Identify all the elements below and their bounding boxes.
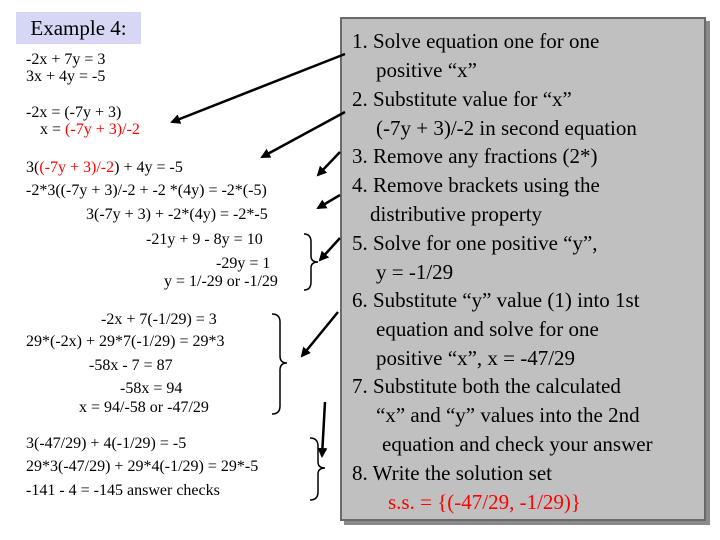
step-1-cont: positive “x” [376,58,477,82]
check-line3: -141 - 4 = -145 answer checks [26,482,220,499]
sub-y-line3: 3(-7y + 3) + -2*(4y) = -2*-5 [86,206,268,223]
solution-set: s.s. = {(-47/29, -1/29)} [388,490,581,514]
sub-y-line6: y = 1/-29 or -1/29 [164,273,278,290]
system-eq1: -2x + 7y = 3 [26,51,106,68]
sub-x-line2: 29*(-2x) + 29*7(-1/29) = 29*3 [26,333,225,350]
step-6-cont: equation and solve for one [376,317,599,341]
sub-y-line1-red: (-7y + 3)/-2 [39,159,115,176]
step-8: 8. Write the solution set [352,461,552,485]
step-6: 6. Substitute “y” value (1) into 1st [352,288,640,312]
example-title: Example 4: [16,12,141,44]
sub-y-line1-b: ) + 4y = -5 [114,159,183,176]
step-1: 1. Solve equation one for one [352,29,600,53]
check-line2: 29*3(-47/29) + 29*4(-1/29) = 29*-5 [26,458,259,475]
arrow-step1 [172,54,345,122]
system-eq2: 3x + 4y = -5 [26,68,106,85]
step-7-cont2: equation and check your answer [382,432,653,456]
step-7-cont: “x” and “y” values into the 2nd [376,403,640,427]
arrow-step3 [318,152,340,175]
step-4-cont: distributive property [370,202,543,226]
arrow-step6 [302,312,338,356]
solve-x-value: (-7y + 3)/-2 [65,121,140,138]
sub-x-line3: -58x - 7 = 87 [89,357,173,374]
step-5-cont: y = -1/29 [376,260,454,284]
check-line1: 3(-47/29) + 4(-1/29) = -5 [26,435,187,452]
sub-y-line2: -2*3((-7y + 3)/-2 + -2 *(4y) = -2*(-5) [26,182,267,199]
arrow-step2 [262,112,345,157]
sub-y-line5: -29y = 1 [216,255,271,272]
step-2: 2. Substitute value for “x” [352,87,572,111]
sub-y-line1-a: 3( [26,159,40,176]
sub-x-line4: -58x = 94 [120,380,183,397]
solve-x-prefix: x = [40,121,66,138]
sub-x-line5: x = 94/-58 or -47/29 [79,399,209,416]
arrow-step7 [322,402,325,456]
solve-x-line1: -2x = (-7y + 3) [26,104,122,121]
arrow-step4 [318,195,340,208]
step-6-cont2: positive “x”, x = -47/29 [376,346,576,370]
sub-y-line4: -21y + 9 - 8y = 10 [146,231,263,248]
step-5: 5. Solve for one positive “y”, [352,231,598,255]
step-2-cont: (-7y + 3)/-2 in second equation [376,116,637,140]
step-7: 7. Substitute both the calculated [352,374,621,398]
brace-solve-x [272,314,287,414]
brace-solve-y [304,234,318,290]
step-3: 3. Remove any fractions (2*) [352,144,598,168]
arrow-step5 [320,238,340,260]
step-4: 4. Remove brackets using the [352,173,600,197]
sub-x-line1: -2x + 7(-1/29) = 3 [101,311,217,328]
